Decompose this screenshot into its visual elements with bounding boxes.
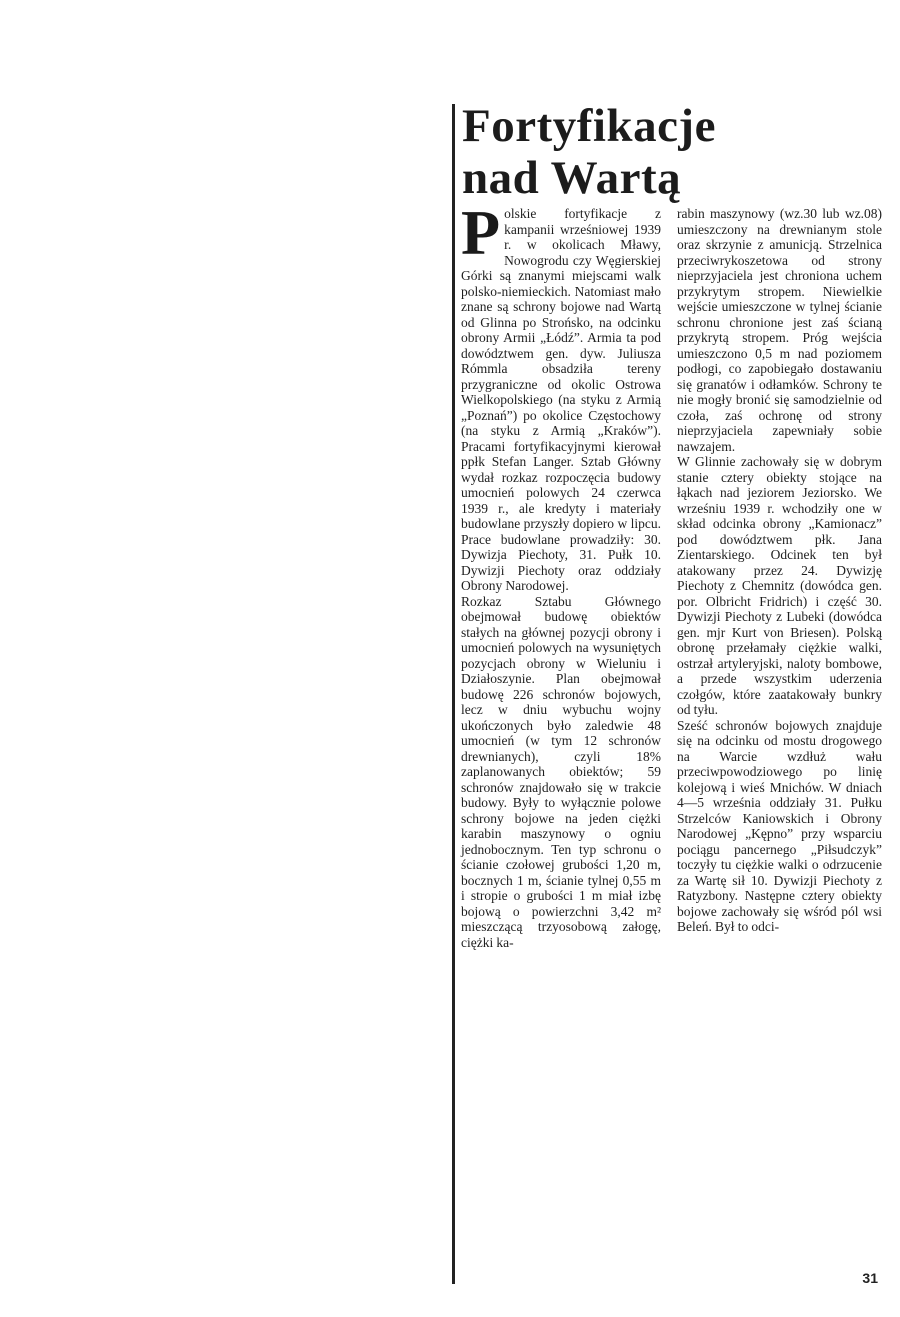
text-column-2 xyxy=(677,206,882,935)
text-column-1 xyxy=(461,197,661,950)
paragraph: W Glinnie zachowały się w dobrym stanie cztery obiekty stojące na łąkach nad jeziorem Jeziorsko. We wrześniu 1939 r. wchodziły one w skład odcinka obrony „Kamionacz” pod dowództwem płk. Jana Zientarskiego. Odcinek ten był atakowany przez 24. Dywizję Piechoty z Chemnitz (dowódca gen. por. Olbricht Fridrich) i część 30. Dywizji Piechoty z Lubeki (dowódca gen. mjr Kurt von Briesen). Polską obronę przełamały ciężkie walki, ostrzał artyleryjski, naloty bombowe, a przede wszystkim uderzenia czołgów, które zaatakowały bunkry od tyłu. xyxy=(677,454,882,717)
paragraph: Sześć schronów bojowych znajduje się na odcinku od mostu drogowego na Warcie wzdłuż wału przeciwpowodziowego po linię kolejową i wieś Mnichów. W dniach 4—5 września oddziały 31. Pułku Strzelców Kaniowskich i Obrony Narodowej „Kępno” przy wsparciu pociągu pancernego „Piłsudczyk” toczyły tu ciężkie walki o odrzucenie za Wartę sił 10. Dywizji Piechoty z Ratyzbony. Następne cztery obiekty bojowe zachowały się wśród pól wsi Beleń. Był to odci- xyxy=(677,717,882,934)
article-title xyxy=(462,100,792,204)
paragraph xyxy=(461,197,661,594)
page-number: 31 xyxy=(862,1270,878,1286)
paragraph: Rozkaz Sztabu Głównego obejmował budowę obiektów stałych na głównej pozycji obrony i umocnień polowych na wysuniętych pozycjach obrony w Wieluniu i Działoszynie. Plan obejmował budowę 226 schronów bojowych, lecz w dniu wybuchu wojny ukończonych było zaledwie 48 umocnień (w tym 12 schronów drewnianych), czyli 18% zaplanowanych obiektów; 59 schronów znajdowało się w trakcie budowy. Były to wyłącznie polowe schrony bojowe na jeden ciężki karabin maszynowy o ogniu jednobocznym. Ten typ schronu o ścianie czołowej grubości 1,20 m, bocznych 1 m, ścianie tylnej 0,55 m i stropie o grubości 1 m miał izbę bojową o powierzchni 3,42 m² mieszczącą trzyosobową załogę, ciężki ka- xyxy=(461,593,661,950)
title-line-2: nad Wartą xyxy=(462,152,682,204)
drop-cap: P xyxy=(461,197,501,268)
title-rule xyxy=(452,104,455,1284)
paragraph-text: olskie fortyfikacje z kampanii wrześniowej 1939 r. w okolicach Mławy, Nowogrodu czy Węgierskiej Górki są znanymi miejscami walk polsko-niemieckich. Natomiast mało znane są schrony bojowe nad Wartą od Glinna po Strońsko, na odcinku obrony Armii „Łódź”. Armia ta pod dowództwem gen. dyw. Juliusza Rómmla obsadziła tereny przygraniczne od okolic Ostrowa Wielkopolskiego (na styku z Armią „Poznań”) po okolice Częstochowy (na styku z Armią „Kraków”). Pracami fortyfikacyjnymi kierował ppłk Stefan Langer. Sztab Główny wydał rozkaz rozpoczęcia budowy umocnień polowych 24 czerwca 1939 r., ale kredyty i materiały budowlane przyszły dopiero w lipcu. Prace budowlane prowadziły: 30. Dywizja Piechoty, 31. Pułk 10. Dywizji Piechoty oraz oddziały Obrony Narodowej. xyxy=(461,206,661,593)
title-line-1: Fortyfikacje xyxy=(462,100,716,152)
paragraph: rabin maszynowy (wz.30 lub wz.08) umieszczony na drewnianym stole oraz skrzynie z amunicją. Strzelnica przeciwrykoszetowa od strony nieprzyjaciela jest chroniona uchem przykrytym stropem. Niewielkie wejście umieszczone w tylnej ścianie schronu chronione jest zaś ścianą przykrytą stropem. Próg wejścia umieszczono 0,5 m nad poziomem podłogi, co zapobiegało dostawaniu się granatów i odłamków. Schrony te nie mogły bronić się samodzielnie od czoła, zaś ochronę od strony nieprzyjaciela zapewniały sobie nawzajem. xyxy=(677,206,882,454)
